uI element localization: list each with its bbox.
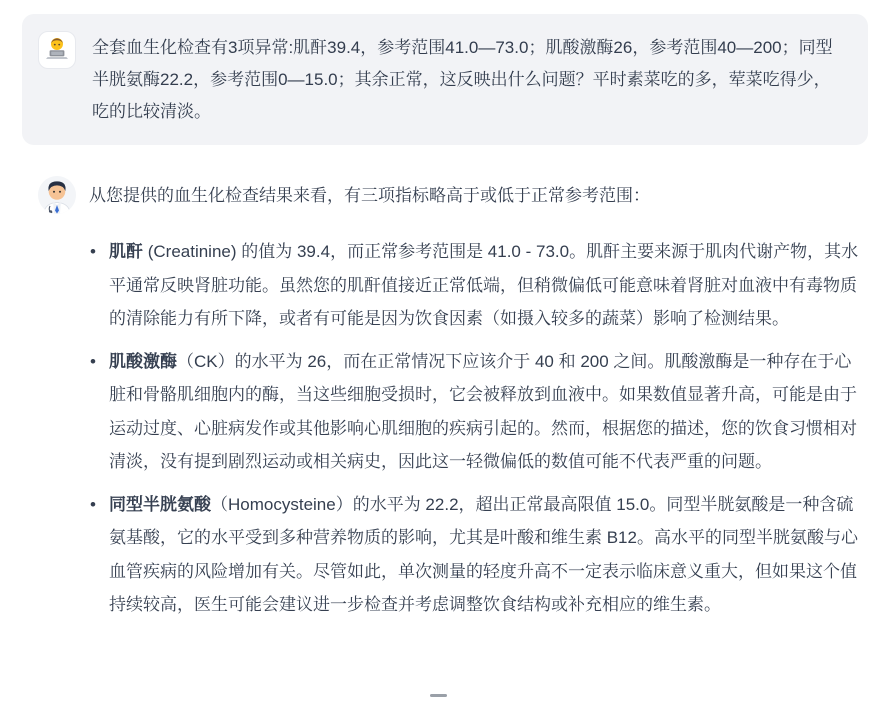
term-creatinine: 肌酐 [109, 242, 143, 261]
list-item-homocysteine [89, 488, 864, 622]
assistant-intro: 从您提供的血生化检查结果来看，有三项指标略高于或低于正常参考范围： [89, 186, 650, 205]
doctor-avatar-icon [38, 201, 76, 214]
bullet-text-ck: （CK）的水平为 26，而在正常情况下应该介于 40 和 200 之间。肌酸激酶是一种存在于心脏和骨骼肌细胞内的酶，当这些细胞受损时，它会被释放到血液中。如果数值显著升高，可能是由于运动过度、心脏病发作或其他影响心肌细胞的疾病引起的。然而，根据您的描述，您的饮食习惯相对清淡，没有提到剧烈运动或相关病史，因此这一轻微偏低的数值可能不代表严重的问题。 [109, 351, 857, 471]
user-message [22, 14, 868, 145]
bullet-text-creatinine: (Creatinine) 的值为 39.4，而正常参考范围是 41.0 - 73.0。肌酐主要来源于肌肉代谢产物，其水平通常反映肾脏功能。虽然您的肌酐值接近正常低端，但稍微偏低可能意味着肾脏对血液中有毒物质的清除能力有所下降，或者有可能是因为饮食因素（如摄入较多的蔬菜）影响了检测结果。 [109, 242, 859, 328]
term-ck: 肌酸激酶 [109, 351, 177, 371]
streaming-cursor [430, 694, 447, 697]
term-homocysteine: 同型半胱氨酸 [109, 494, 211, 514]
user-avatar [38, 31, 76, 69]
assistant-message [38, 176, 864, 631]
bullet-list [89, 235, 864, 622]
assistant-message-content [89, 176, 864, 631]
list-item-ck [89, 345, 864, 479]
bullet-text-homocysteine: （Homocysteine）的水平为 22.2，超出正常最高限值 15.0。同型半胱氨酸是一种含硫氨基酸，它的水平受到多种营养物质的影响，尤其是叶酸和维生素 B12。高水平的同型半胱氨酸与心血管疾病的风险增加有关。尽管如此，单次测量的轻度升高不一定表示临床意义重大，但如果这个值持续较高，医生可能会建议进一步检查并考虑调整饮食结构或补充相应的维生素。 [109, 494, 858, 614]
user-message-text: 全套血生化检查有3项异常:肌酐39.4，参考范围41.0—73.0；肌酸激酶26，参考范围40—200；同型半胱氨酶22.2，参考范围0—15.0；其余正常，这反映出什么问题？平时素菜吃的多，荤菜吃得少，吃的比较清淡。 [92, 38, 833, 121]
list-item-creatinine [89, 235, 864, 336]
doctor-avatar [38, 176, 76, 214]
technologist-emoji-icon [44, 35, 70, 66]
